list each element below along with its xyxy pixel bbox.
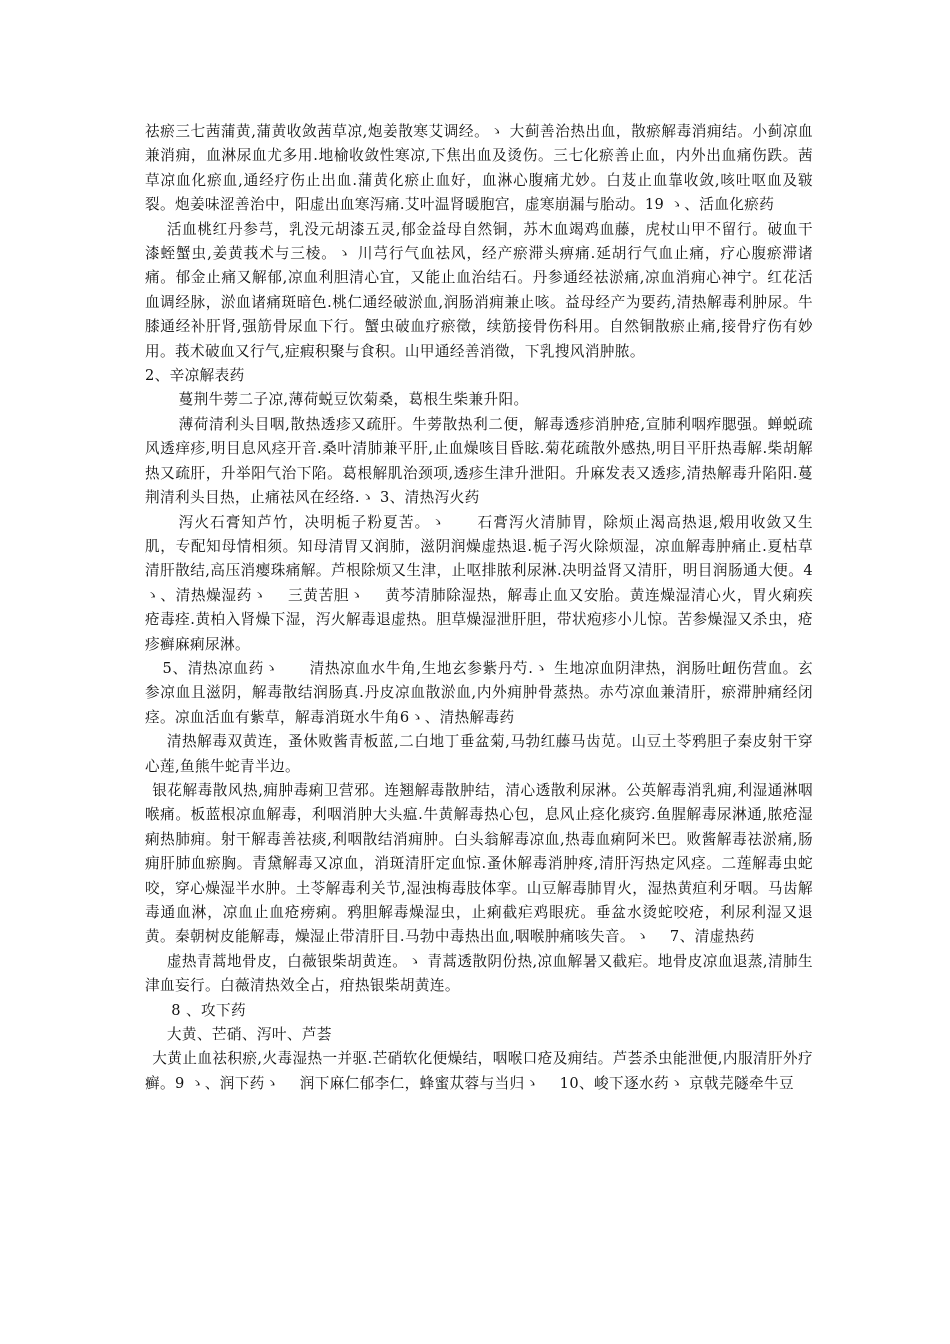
paragraph-4: 薄荷清利头目咽,散热透疹又疏肝。牛蒡散热利二便，解毒透疹消肿疮,宣肺利咽痄腮强。蝉蜕疏风透痒疹,明目息风痉开音.桑叶清肺兼平肝,止血燥咳目昏眩.菊花疏散外感热,明目平肝热毒解.柴胡解热又疏肝，升举阳气治下陷。葛根解肌治颈项,透疹生津升泄阳。升麻发表又透疹,清热解毒升陷阳.蔓荆清利头目热，止痛祛风在经络.ゝ 3、清热泻火药 [145,415,813,507]
paragraph-8: 银花解毒散风热,痈肿毒痢卫营邪。连翘解毒散肿结，清心透散利尿淋。公英解毒消乳痈,利湿通淋咽喉痛。板蓝根凉血解毒，利咽消肿大头瘟.牛黄解毒热心包，息风止痉化痰窍.鱼腥解毒尿淋通,脓疮湿痢热肺痈。射干解毒善祛痰,利咽散结消痈肿。白头翁解毒凉血,热毒血痢阿米巴。败酱解毒祛淤痛,肠痈肝肺血瘀胸。青黛解毒又凉血，消斑清肝定血惊.蚤休解毒消肿疼,清肝泻热定风痉。二莲解毒虫蛇咬，穿心燥湿半水肿。土苓解毒利关节,湿浊梅毒肢体挛。山豆解毒肺胃火，湿热黄疸利牙咽。马齿解毒通血淋，凉血止血疮痨痢。鸦胆解毒燥湿虫，止痢截疟鸡眼疣。垂盆水烫蛇咬疮，利尿利湿又退黄。秦朝树皮能解毒，燥湿止带清肝目.马勃中毒热出血,咽喉肿痛咳失音。ゝ 7、清虚热药 [145,781,813,946]
paragraph-5: 泻火石膏知芦竹，决明栀子粉夏苦。ゝ 石膏泻火清肺胃，除烦止渴高热退,煅用收敛又生肌，专配知母情相须。知母清胃又润肺，滋阴润燥虚热退.栀子泻火除烦湿，凉血解毒肿痛止.夏枯草清肝散结,高压消瘿珠痛解。芦根除烦又生津，止呕排脓利尿淋.决明益肾又清肝，明目润肠通大便。4 ゝ、清热燥湿药ゝ 三黄苦胆ゝ 黄芩清肺除湿热，解毒止血又安胎。黄连燥湿清心火，胃火痢疾疮毒痊.黄柏入肾燥下湿，泻火解毒退虚热。胆草燥湿泄肝胆，带状疱疹小儿惊。苦参燥湿又杀虫，疮疹癣麻痢尿淋。 [145,513,843,653]
paragraph-2: 活血桃红丹参芎，乳没元胡漆五灵,郁金益母自然铜，苏木血竭鸡血藤，虎杖山甲不留行。破血干漆蛭蟹虫,姜黄莪术与三棱。ゝ 川芎行气血祛风，经产瘀滞头痹痛.延胡行气血止痛，疗心腹瘀滞诸痛。郁金止痛又解郁,凉血利胆清心宜，又能止血治结石。丹参通经祛淤痛,凉血消痈心神宁。红花活血调经脉，淤血诸痛斑暗色.桃仁通经破淤血,润肠消痈兼止咳。益母经产为要药,清热解毒利肿尿。牛膝通经补肝肾,强筋骨尿血下行。蟹虫破血疗瘀徵，续筋接骨伤科用。自然铜散瘀止痛,接骨疗伤有妙用。莪术破血又行气,症瘕积聚与食积。山甲通经善消徵，下乳搜风消肿脓。 [145,220,813,360]
paragraph-6: 5、清热凉血药ゝ 清热凉血水牛角,生地玄参紫丹芍.ゝ 生地凉血阴津热，润肠吐衄伤营血。玄参凉血且滋阴，解毒散结润肠真.丹皮凉血散淤血,内外痈肿骨蒸热。赤芍凉血兼清肝，瘀滞肿痛经闭痉。凉血活血有紫草，解毒消斑水牛角6ゝ、清热解毒药 [145,659,813,726]
document-page [145,120,843,1096]
paragraph-11: 大黄止血祛积瘀,火毒湿热一并驱.芒硝软化便燥结，咽喉口疮及痈结。芦荟杀虫能泄便,内服清肝外疗癣。9 ゝ、润下药ゝ 润下麻仁郁李仁，蜂蜜苁蓉与当归ゝ 10、峻下逐水药ゝ 京戟芫隧牵牛豆 [145,1050,813,1092]
section-heading-8: 8 、攻下药 [171,1001,246,1019]
section-heading-2: 2、辛凉解表药 [145,367,245,385]
paragraph-10: 大黄、芒硝、泻叶、芦荟 [166,1026,332,1044]
paragraph-9: 虚热青蒿地骨皮，白薇银柴胡黄连。ゝ 青蒿透散阴份热,凉血解暑又截疟。地骨皮凉血退蒸,清肺生津血妄行。白薇清热效全占，疳热银柴胡黄连。 [145,952,813,995]
paragraph-1: 祛瘀三七茜蒲黄,蒲黄收敛茜草凉,炮姜散寒艾调经。ゝ 大蓟善治热出血，散瘀解毒消痈结。小蓟凉血兼消痈，血淋尿血尤多用.地榆收敛性寒凉,下焦出血及烫伤。三七化瘀善止血，内外出血痛伤跌。茜草凉血化瘀血,通经疗伤止出血.蒲黄化瘀止血好，血淋心腹痛尤妙。白芨止血靠收敛,咳吐呕血及皲裂。炮姜味涩善治中，阳虚出血寒泻痛.艾叶温肾暖胞宫，虚寒崩漏与胎动。19 ゝ、活血化瘀药 [145,123,813,214]
paragraph-7: 清热解毒双黄连，蚤休败酱青板蓝,二白地丁垂盆菊,马勃红藤马齿苋。山豆土苓鸦胆子秦皮射干穿心莲,鱼熊牛蛇青半边。 [145,733,813,775]
paragraph-3: 蔓荆牛蒡二子凉,薄荷蜕豆饮菊桑，葛根生柴兼升阳。 [178,391,529,409]
